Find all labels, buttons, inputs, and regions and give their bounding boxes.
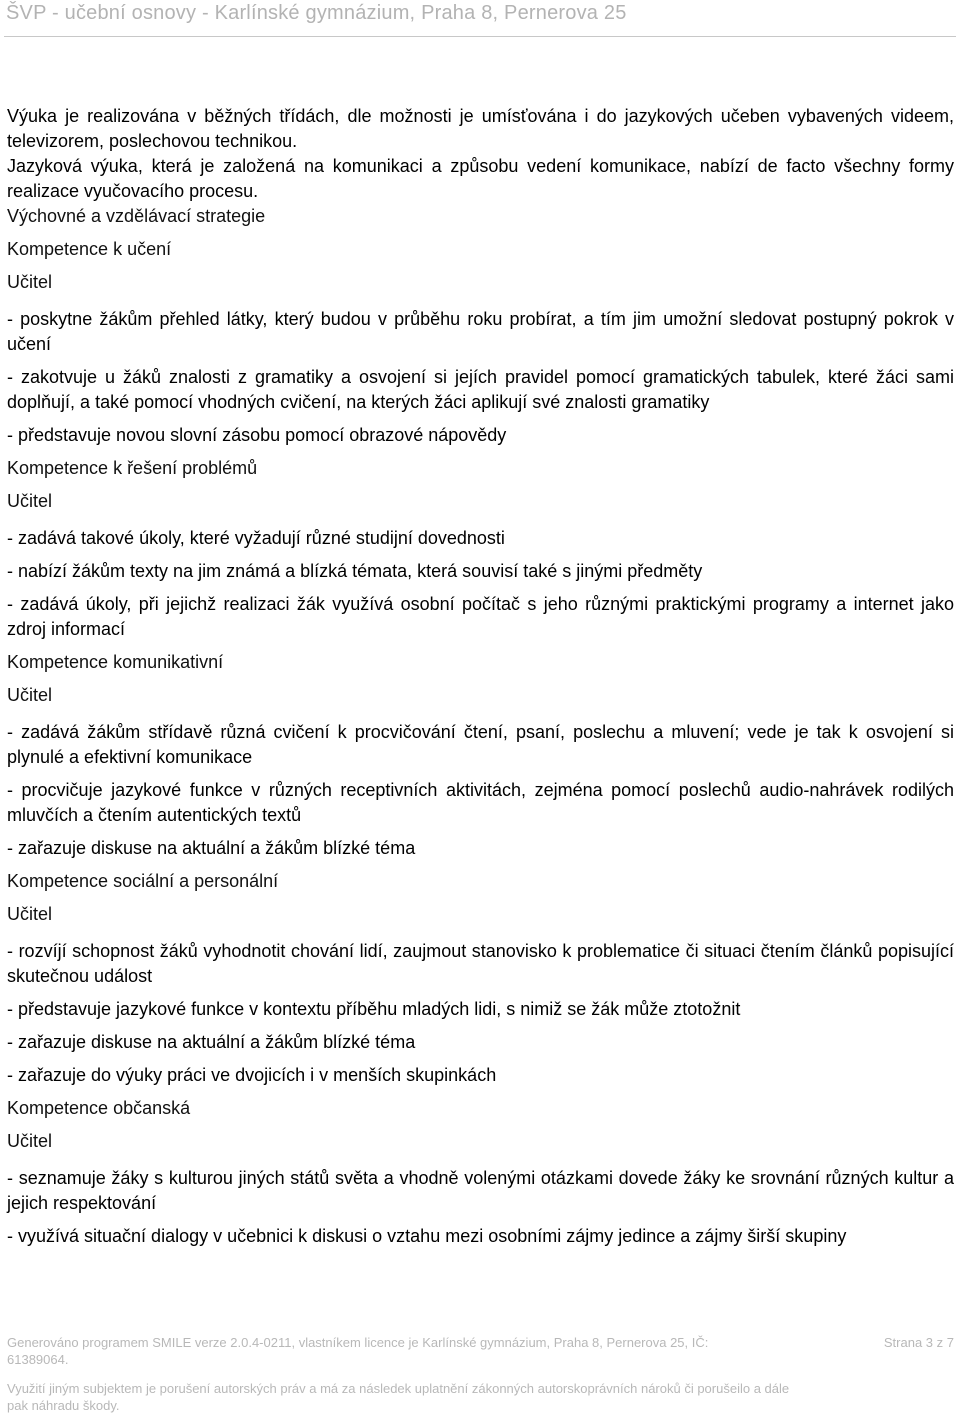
strategy-item: - představuje jazykové funkce v kontextu příběhu mladých lidi, s nimiž se žák může ztotožnit	[7, 999, 741, 1019]
strategy-item: - zadává žákům střídavě různá cvičení k procvičování čtení, psaní, poslechu a mluvení; vede je tak k osvojení si plynulé a efektivní komunikace	[7, 722, 954, 767]
competence-section	[7, 869, 954, 1088]
section-title: Kompetence k učení	[7, 239, 172, 259]
strategy-item: - zařazuje do výuky práci ve dvojicích i v menších skupinkách	[7, 1065, 497, 1085]
section-title: Kompetence sociální a personální	[7, 871, 279, 891]
strategy-item: - rozvíjí schopnost žáků vyhodnotit chování lidí, zaujmout stanovisko k problematice či situaci čtením článků popisující skutečnou událost	[7, 941, 954, 986]
page-header-title: ŠVP - učební osnovy - Karlínské gymnázium, Praha 8, Pernerova 25	[6, 2, 627, 24]
competence-section	[7, 456, 954, 642]
section-title: Kompetence k řešení problémů	[7, 458, 258, 478]
competence-section	[7, 650, 954, 861]
section-role: Učitel	[7, 491, 53, 511]
strategy-item: - zadává úkoly, při jejichž realizaci žák využívá osobní počítač s jeho různými praktickými programy a internet jako zdroj informací	[7, 594, 954, 639]
header-divider	[4, 36, 956, 37]
section-role: Učitel	[7, 685, 53, 705]
strategy-item: - procvičuje jazykové funkce v různých receptivních aktivitách, zejména pomocí poslechů audio-nahrávek rodilých mluvčích a čtením autentických textů	[7, 780, 954, 825]
strategy-heading: Výchovné a vzdělávací strategie	[7, 206, 266, 226]
strategy-item: - využívá situační dialogy v učebnici k diskusi o vztahu mezi osobními zájmy jedince a zájmy širší skupiny	[7, 1226, 847, 1246]
strategy-item: - představuje novou slovní zásobu pomocí obrazové nápovědy	[7, 425, 507, 445]
competence-section	[7, 1096, 954, 1249]
competence-sections	[7, 237, 954, 1249]
section-role: Učitel	[7, 1131, 53, 1151]
strategy-item: - zařazuje diskuse na aktuální a žákům blízké téma	[7, 1032, 416, 1052]
footer-generated-note: Generováno programem SMILE verze 2.0.4-0211, vlastníkem licence je Karlínské gymnázium, Praha 8, Pernerova 25, IČ: 61389064.	[7, 1335, 709, 1367]
footer-page-number: Strana 3 z 7	[883, 1335, 954, 1350]
strategy-item: - seznamuje žáky s kulturou jiných států světa a vhodně volenými otázkami dovede žáky ke srovnání různých kultur a jejich respektování	[7, 1168, 954, 1213]
strategy-item: - zařazuje diskuse na aktuální a žákům blízké téma	[7, 838, 416, 858]
strategy-item: - poskytne žákům přehled látky, který budou v průběhu roku probírat, a tím jim umožní sledovat postupný pokrok v učení	[7, 309, 954, 354]
strategy-item: - zakotvuje u žáků znalosti z gramatiky a osvojení si jejích pravidel pomocí gramatických tabulek, které žáci sami doplňují, a také pomocí vhodných cvičení, na kterých žáci aplikují své znalosti gramatiky	[7, 367, 954, 412]
intro-paragraph: Výuka je realizována v běžných třídách, dle možnosti je umísťována i do jazykových učeben vybavených videem, televizorem, poslechovou technikou.	[7, 106, 954, 151]
intro-paragraph: Jazyková výuka, která je založená na komunikaci a způsobu vedení komunikace, nabízí de facto všechny formy realizace vyučovacího procesu.	[7, 156, 954, 201]
document-body	[7, 104, 954, 1249]
strategy-item: - zadává takové úkoly, které vyžadují různé studijní dovednosti	[7, 528, 505, 548]
section-role: Učitel	[7, 904, 53, 924]
section-title: Kompetence komunikativní	[7, 652, 224, 672]
competence-section	[7, 237, 954, 448]
strategy-item: - nabízí žákům texty na jim známá a blízká témata, která souvisí také s jinými předměty	[7, 561, 703, 581]
intro-block	[7, 104, 954, 204]
section-title: Kompetence občanská	[7, 1098, 191, 1118]
section-role: Učitel	[7, 272, 53, 292]
footer-copyright-note: Využití jiným subjektem je porušení autorských práv a má za následek uplatnění zákonných autorskoprávních nároků či porušeilo a dále pak náhradu škody.	[7, 1381, 790, 1413]
page-footer	[7, 1334, 954, 1414]
